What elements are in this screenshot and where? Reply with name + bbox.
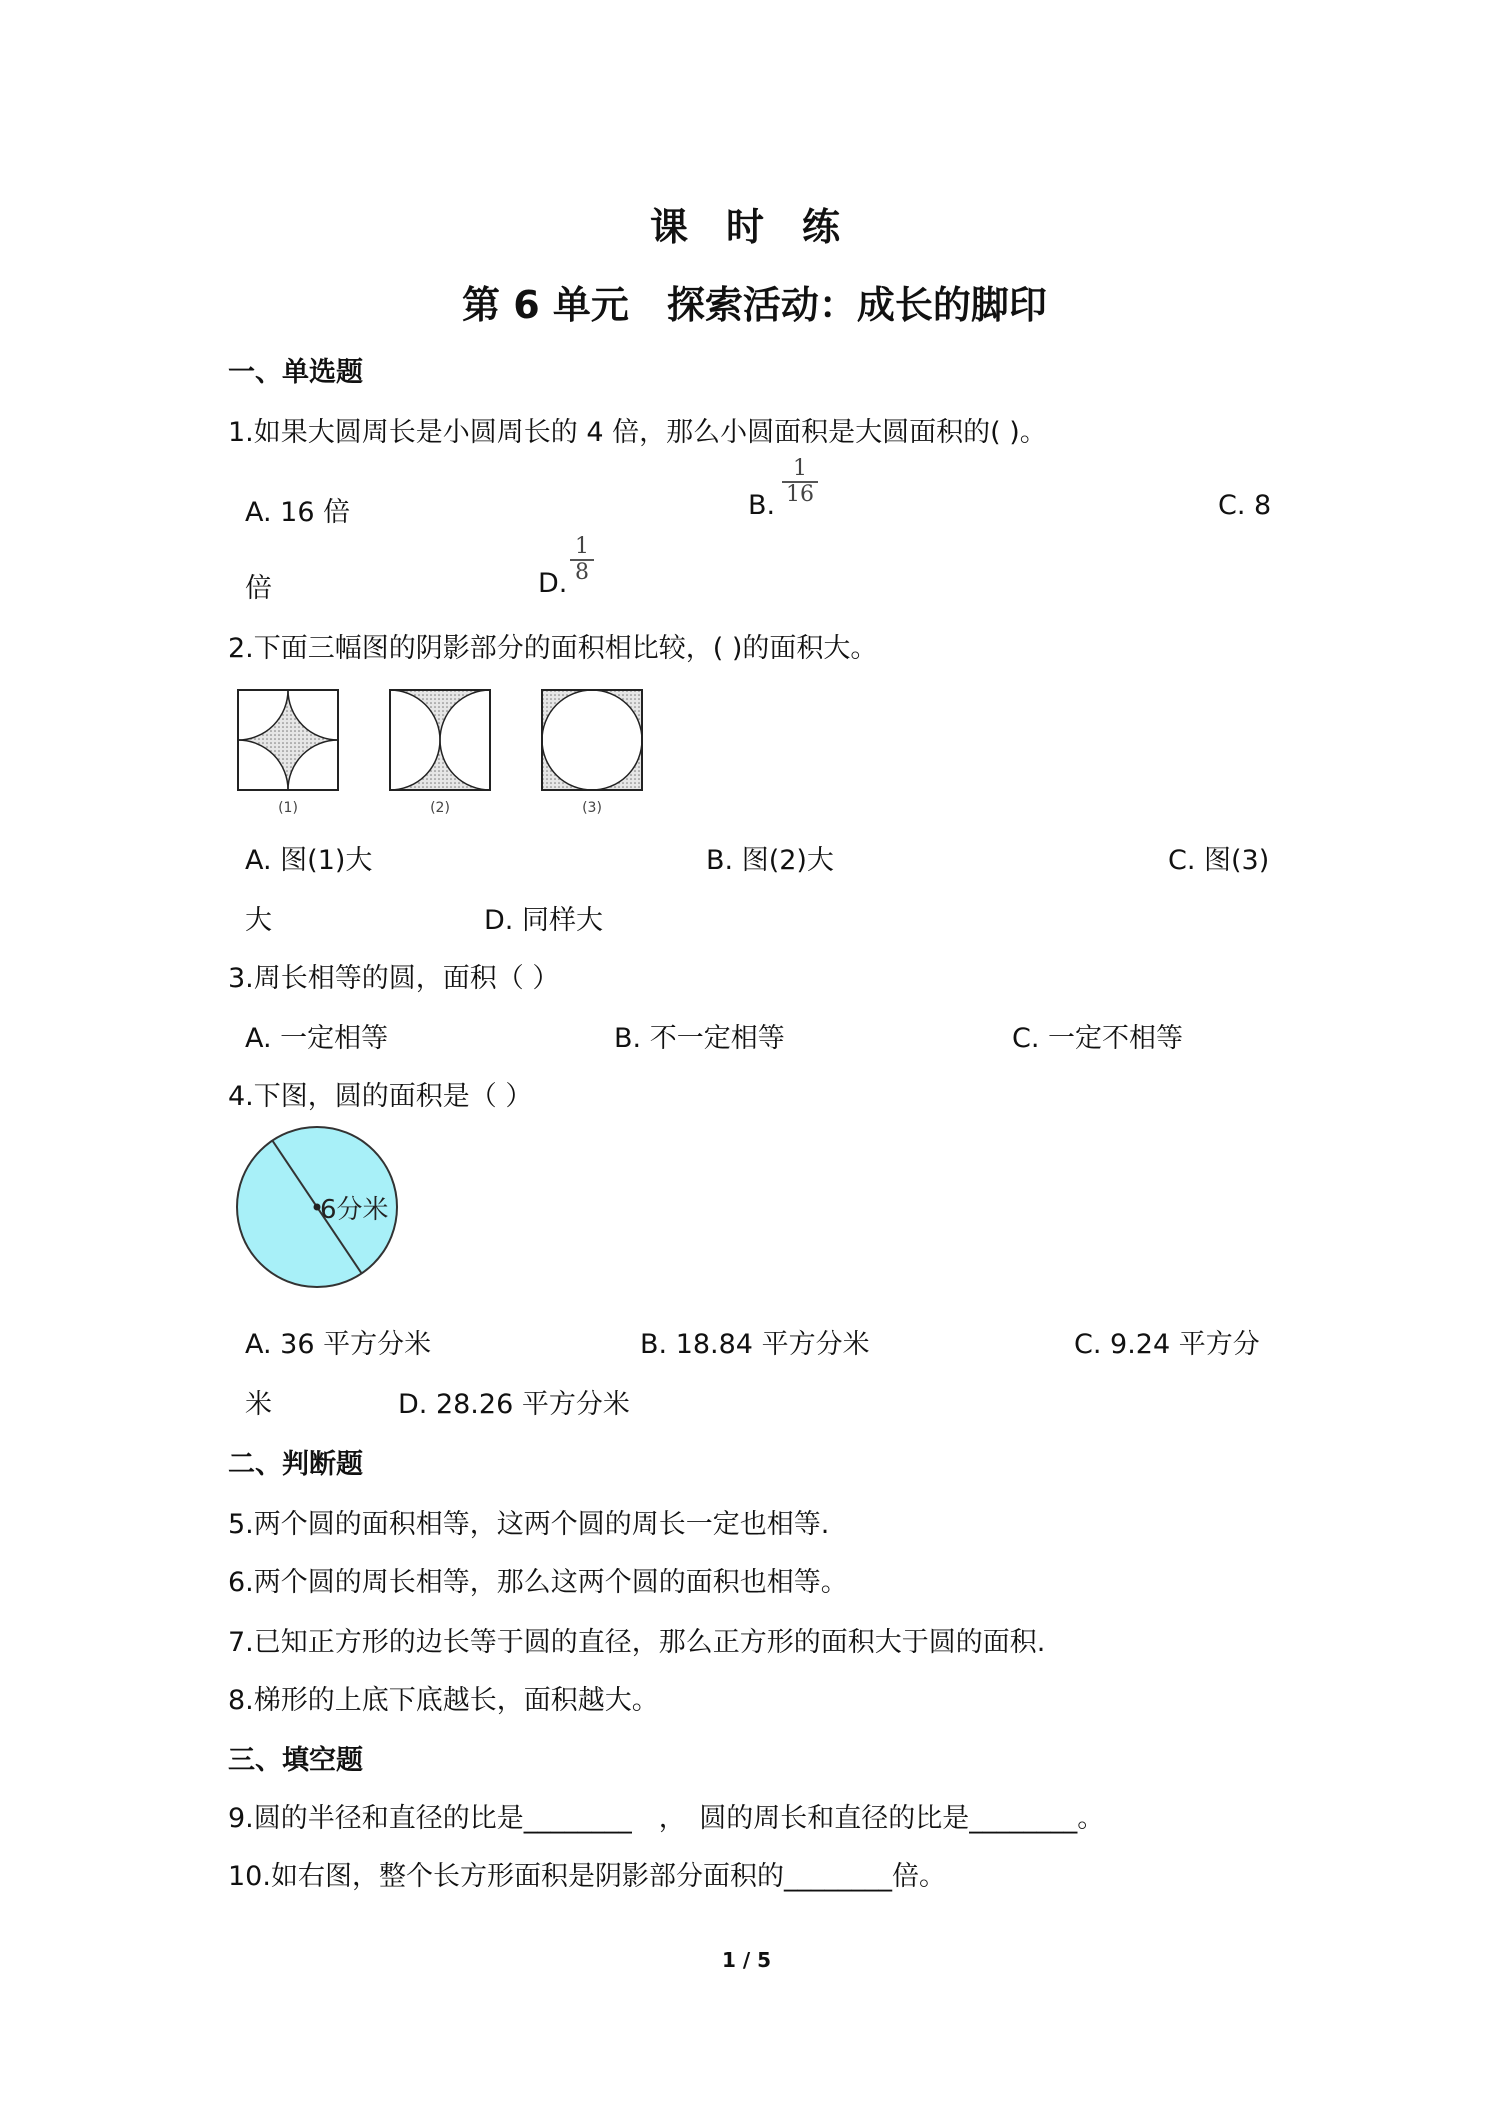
q4-option-a: A. 36 平方分米: [245, 1329, 432, 1360]
figure-2: [390, 690, 490, 790]
figure-3: [542, 690, 642, 790]
q3-option-b: B. 不一定相等: [614, 1023, 785, 1054]
q1-option-c: C. 8: [1218, 490, 1272, 521]
fraction-denominator: 8: [575, 560, 589, 585]
q4-option-b: B. 18.84 平方分米: [640, 1329, 870, 1360]
section-heading-single-choice: 一、单选题: [228, 357, 363, 388]
question-9-text: 9.圆的半径和直径的比是________ ， 圆的周长和直径的比是________。: [228, 1803, 1105, 1834]
question-1-text: 1.如果大圆周长是小圆周长的 4 倍，那么小圆面积是大圆面积的( )。: [228, 417, 1047, 448]
fraction-numerator: 1: [575, 534, 589, 559]
figure-1: [230, 682, 388, 822]
fraction-numerator: 1: [793, 456, 807, 481]
fraction-denominator: 16: [786, 482, 814, 507]
q2-option-c: C. 图(3): [1168, 845, 1270, 876]
q1-option-d-fraction: [570, 536, 594, 584]
q4-option-c: C. 9.24 平方分: [1074, 1329, 1260, 1360]
question-8-text: 8.梯形的上底下底越长，面积越大。: [228, 1685, 659, 1716]
q1-option-c-continued: 倍: [245, 573, 272, 604]
q2-shaded-figures: [230, 682, 660, 822]
q2-option-b: B. 图(2)大: [706, 845, 834, 876]
figure-2-label: (2): [430, 800, 450, 816]
question-7-text: 7.已知正方形的边长等于圆的直径，那么正方形的面积大于圆的面积.: [228, 1627, 1046, 1658]
question-10-text: 10.如右图，整个长方形面积是阴影部分面积的________倍。: [228, 1861, 946, 1892]
q4-option-c-continued: 米: [245, 1389, 272, 1420]
section-heading-true-false: 二、判断题: [228, 1449, 363, 1480]
q2-option-a: A. 图(1)大: [245, 845, 373, 876]
figure-3-label: (3): [582, 800, 602, 816]
page-number: 1 / 5: [722, 1948, 772, 1972]
q4-circle-figure: [232, 1124, 412, 1290]
page-title: 课 时 练: [650, 205, 841, 249]
q1-option-b-label: B.: [748, 490, 776, 521]
q2-option-d: D. 同样大: [484, 905, 603, 936]
q2-option-c-continued: 大: [245, 905, 272, 936]
q4-option-d: D. 28.26 平方分米: [398, 1389, 630, 1420]
q3-option-c: C. 一定不相等: [1012, 1023, 1184, 1054]
radius-label: 6分米: [320, 1195, 389, 1225]
q1-option-b-fraction: [782, 458, 818, 506]
question-6-text: 6.两个圆的周长相等，那么这两个圆的面积也相等。: [228, 1567, 848, 1598]
question-2-text: 2.下面三幅图的阴影部分的面积相比较，( )的面积大。: [228, 633, 878, 664]
question-3-text: 3.周长相等的圆，面积（ ）: [228, 963, 560, 994]
figure-1-label: (1): [278, 800, 298, 816]
page-subtitle: 第 6 单元 探索活动：成长的脚印: [462, 283, 1047, 327]
question-5-text: 5.两个圆的面积相等，这两个圆的周长一定也相等.: [228, 1509, 830, 1540]
q1-option-d-label: D.: [538, 568, 568, 599]
q3-option-a: A. 一定相等: [245, 1023, 389, 1054]
question-4-text: 4.下图，圆的面积是（ ）: [228, 1081, 533, 1112]
section-heading-fill-blank: 三、填空题: [228, 1745, 363, 1776]
q1-option-a: A. 16 倍: [245, 497, 351, 528]
